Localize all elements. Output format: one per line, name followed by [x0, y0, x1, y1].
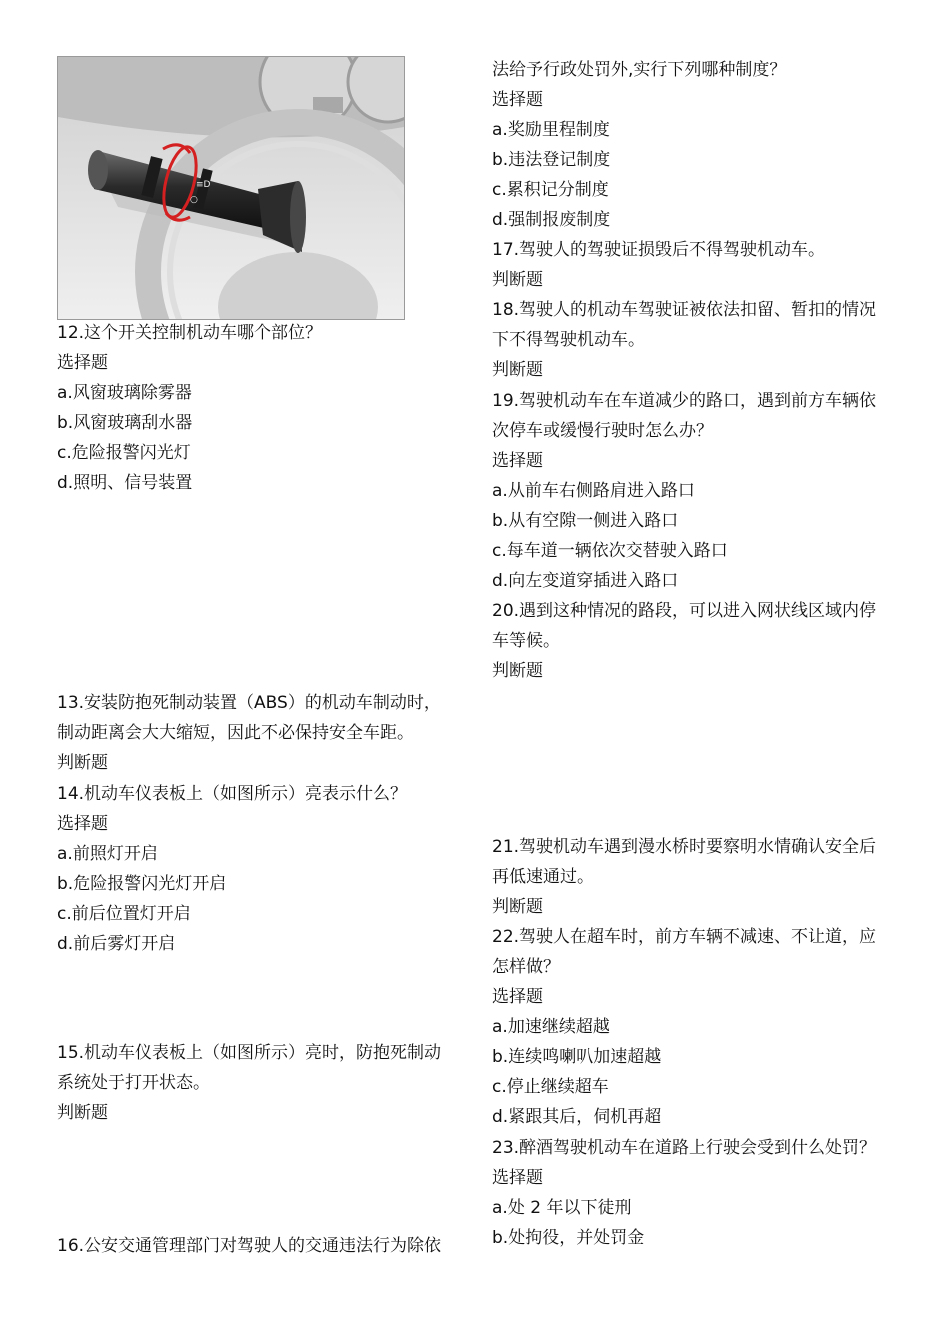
q22-option-b: b.连续鸣喇叭加速超越 — [492, 1047, 662, 1067]
q18-question-line2: 下不得驾驶机动车。 — [492, 330, 645, 350]
q22-option-c: c.停止继续超车 — [492, 1077, 609, 1097]
q12-option-d: d.照明、信号装置 — [57, 473, 193, 493]
q19-option-b: b.从有空隙一侧进入路口 — [492, 511, 679, 531]
q22-question-line2: 怎样做？ — [492, 957, 560, 977]
q15-question-line2: 系统处于打开状态。 — [57, 1073, 210, 1093]
q16-question-line1: 16.公安交通管理部门对驾驶人的交通违法行为除依 — [57, 1236, 442, 1256]
q21-question-line1: 21.驾驶机动车遇到漫水桥时要察明水情确认安全后 — [492, 837, 877, 857]
q18-question-line1: 18.驾驶人的机动车驾驶证被依法扣留、暂扣的情况 — [492, 300, 877, 320]
q14-option-d: d.前后雾灯开启 — [57, 934, 176, 954]
q12-option-a: a.风窗玻璃除雾器 — [57, 383, 192, 403]
q14-question: 14.机动车仪表板上（如图所示）亮表示什么？ — [57, 784, 408, 804]
q19-option-a: a.从前车右侧路肩进入路口 — [492, 481, 695, 501]
q12-figure-stalk-switch — [57, 56, 405, 320]
q16-type: 选择题 — [492, 90, 543, 110]
q14-option-c: c.前后位置灯开启 — [57, 904, 191, 924]
q13-type: 判断题 — [57, 753, 108, 773]
q20-question-line2: 车等候。 — [492, 631, 560, 651]
q14-option-b: b.危险报警闪光灯开启 — [57, 874, 227, 894]
q23-type: 选择题 — [492, 1168, 543, 1188]
q12-type: 选择题 — [57, 353, 108, 373]
q19-question-line1: 19.驾驶机动车在车道减少的路口，遇到前方车辆依 — [492, 391, 877, 411]
q21-question-line2: 再低速通过。 — [492, 867, 594, 887]
q15-type: 判断题 — [57, 1103, 108, 1123]
q17-question: 17.驾驶人的驾驶证损毁后不得驾驶机动车。 — [492, 240, 826, 260]
q14-option-a: a.前照灯开启 — [57, 844, 158, 864]
q13-question-line2: 制动距离会大大缩短，因此不必保持安全车距。 — [57, 723, 414, 743]
q21-type: 判断题 — [492, 897, 543, 917]
q22-type: 选择题 — [492, 987, 543, 1007]
svg-text:≡D: ≡D — [196, 180, 211, 190]
q12-question: 12.这个开关控制机动车哪个部位？ — [57, 323, 323, 343]
q22-option-d: d.紧跟其后，伺机再超 — [492, 1107, 662, 1127]
q16-option-a: a.奖励里程制度 — [492, 120, 610, 140]
q16-question-line2: 法给予行政处罚外,实行下列哪种制度？ — [492, 60, 787, 80]
q18-type: 判断题 — [492, 360, 543, 380]
q16-option-d: d.强制报废制度 — [492, 210, 611, 230]
q14-type: 选择题 — [57, 814, 108, 834]
q15-question-line1: 15.机动车仪表板上（如图所示）亮时，防抱死制动 — [57, 1043, 442, 1063]
q20-type: 判断题 — [492, 661, 543, 681]
q13-question-line1: 13.安装防抱死制动装置（ABS）的机动车制动时， — [57, 693, 441, 713]
svg-text:○: ○ — [190, 195, 198, 205]
q22-option-a: a.加速继续超越 — [492, 1017, 610, 1037]
q12-option-c: c.危险报警闪光灯 — [57, 443, 191, 463]
q12-option-b: b.风窗玻璃刮水器 — [57, 413, 193, 433]
q19-option-d: d.向左变道穿插进入路口 — [492, 571, 679, 591]
q22-question-line1: 22.驾驶人在超车时，前方车辆不减速、不让道，应 — [492, 927, 877, 947]
stalk-switch-icon — [58, 57, 404, 319]
q16-option-c: c.累积记分制度 — [492, 180, 609, 200]
q23-option-a: a.处 2 年以下徒刑 — [492, 1198, 632, 1218]
q23-option-b: b.处拘役，并处罚金 — [492, 1228, 645, 1248]
q16-option-b: b.违法登记制度 — [492, 150, 611, 170]
q20-question-line1: 20.遇到这种情况的路段，可以进入网状线区域内停 — [492, 601, 877, 621]
q19-option-c: c.每车道一辆依次交替驶入路口 — [492, 541, 728, 561]
q23-question: 23.醉酒驾驶机动车在道路上行驶会受到什么处罚？ — [492, 1138, 877, 1158]
q19-type: 选择题 — [492, 451, 543, 471]
q17-type: 判断题 — [492, 270, 543, 290]
q19-question-line2: 次停车或缓慢行驶时怎么办？ — [492, 421, 713, 441]
